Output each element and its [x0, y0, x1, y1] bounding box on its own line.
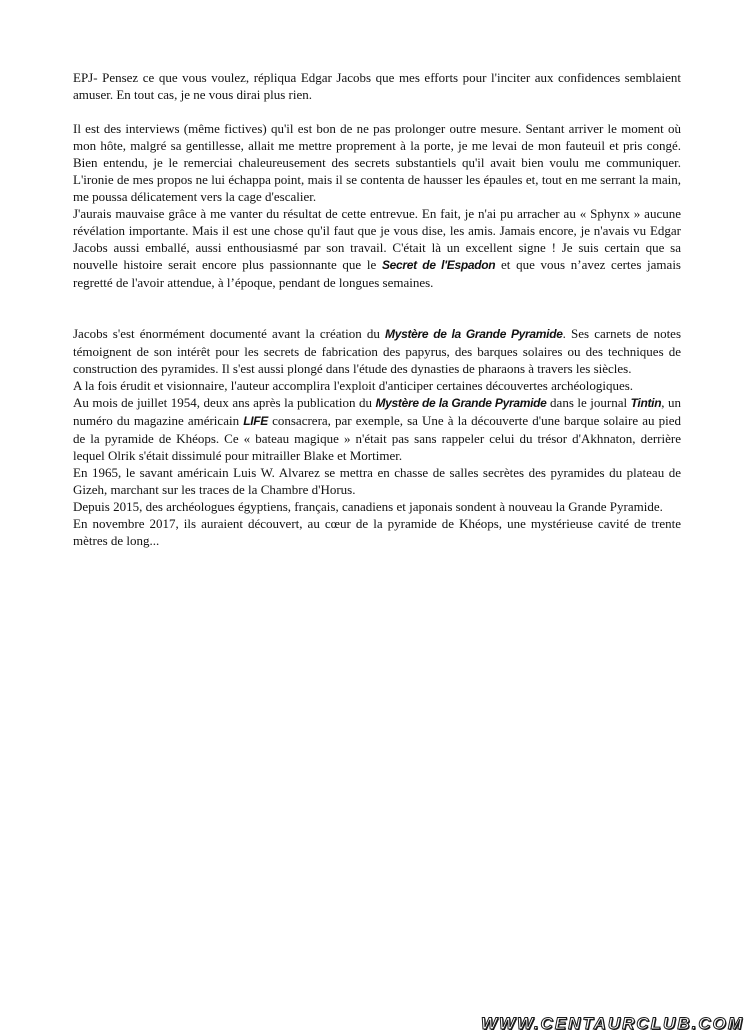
paragraph-epj-reply: EPJ- Pensez ce que vous voulez, répliqua Edgar Jacobs que mes efforts pour l'inciter aux confidences semblaient amuser. En tout cas, je ne vous dirai plus rien. [73, 70, 681, 102]
paragraph-novembre-2017: En novembre 2017, ils auraient découvert, au cœur de la pyramide de Khéops, une mystérieuse cavité de trente mètres de long... [73, 516, 681, 548]
paragraph-depuis-2015: Depuis 2015, des archéologues égyptiens, français, canadiens et japonais sondent à nouveau la Grande Pyramide. [73, 499, 663, 514]
book-title-secret-espadon: Secret de l'Espadon [381, 258, 496, 272]
paragraph-interview-end: Il est des interviews (même fictives) qu'il est bon de ne pas prolonger outre mesure. Sentant arriver le moment où mon hôte, malgré sa gentillesse, allait me mettre proprement à la porte, je me levai de mon fauteuil et pris congé. Bien entendu, je le remerciai chaleureusement des secrets substantiels qu'il avait bien voulu me communiquer. L'ironie de mes propos ne lui échappa point, mais il se contenta de hausser les épaules et, tout en me serrant la main, me poussa délicatement vers la cage d'escalier. [73, 121, 681, 204]
journal-title-tintin: Tintin [630, 396, 662, 410]
paragraph-sphynx: J'aurais mauvaise grâce à me vanter du résultat de cette entrevue. En fait, je n'ai pu arracher au « Sphynx » aucune révélation importante. Mais il est une chose qu'il faut que je vous dise, les amis. Jamais encore, je n'avais vu Edgar Jacobs aussi emballé, aussi enthousiasmé par son travail. C'était là un excellent signe ! Je suis certain que sa nouvelle histoire serait encore plus passionnante que le Secret de l'Espadon et que vous n’avez certes jamais regretté de l'avoir attendue, à l’époque, pendant de longues semaines. [73, 206, 681, 290]
book-title-mystere-pyramide: Mystère de la Grande Pyramide [385, 327, 563, 341]
paragraph-spacer [73, 103, 681, 120]
site-watermark: WWW.CENTAURCLUB.COM [480, 1014, 744, 1033]
magazine-title-life: LIFE [243, 414, 268, 428]
section-spacer [73, 291, 681, 325]
paragraph-documentation: Jacobs s'est énormément documenté avant la création du Mystère de la Grande Pyramide. Ses carnets de notes témoignent de son intérêt pour les secrets de fabrication des papyrus, des barques solaires ou des techniques de construction des pyramides. Il s'est aussi plongé dans l'étude des dynasties de pharaons à travers les siècles. [73, 326, 682, 376]
paragraph-visionnaire: A la fois érudit et visionnaire, l'auteur accomplira l'exploit d'anticiper certaines découvertes archéologiques. [73, 378, 634, 393]
paragraph-life-magazine: Au mois de juillet 1954, deux ans après la publication du Mystère de la Grande Pyramide dans le journal Tintin, un numéro du magazine américain LIFE consacrera, par exemple, sa Une à la découverte d'une barque solaire au pied de la pyramide de Khéops. Ce « bateau magique » n'était pas sans rappeler celui du trésor d'Akhnaton, derrière lequel Olrik s'était dissimulé pour mitrailler Blake et Mortimer. [73, 395, 682, 463]
document-body [73, 69, 681, 549]
paragraph-alvarez: En 1965, le savant américain Luis W. Alvarez se mettra en chasse de salles secrètes des pyramides du plateau de Gizeh, marchant sur les traces de la Chambre d'Horus. [73, 465, 681, 497]
book-title-mystere-pyramide-2: Mystère de la Grande Pyramide [375, 396, 547, 410]
